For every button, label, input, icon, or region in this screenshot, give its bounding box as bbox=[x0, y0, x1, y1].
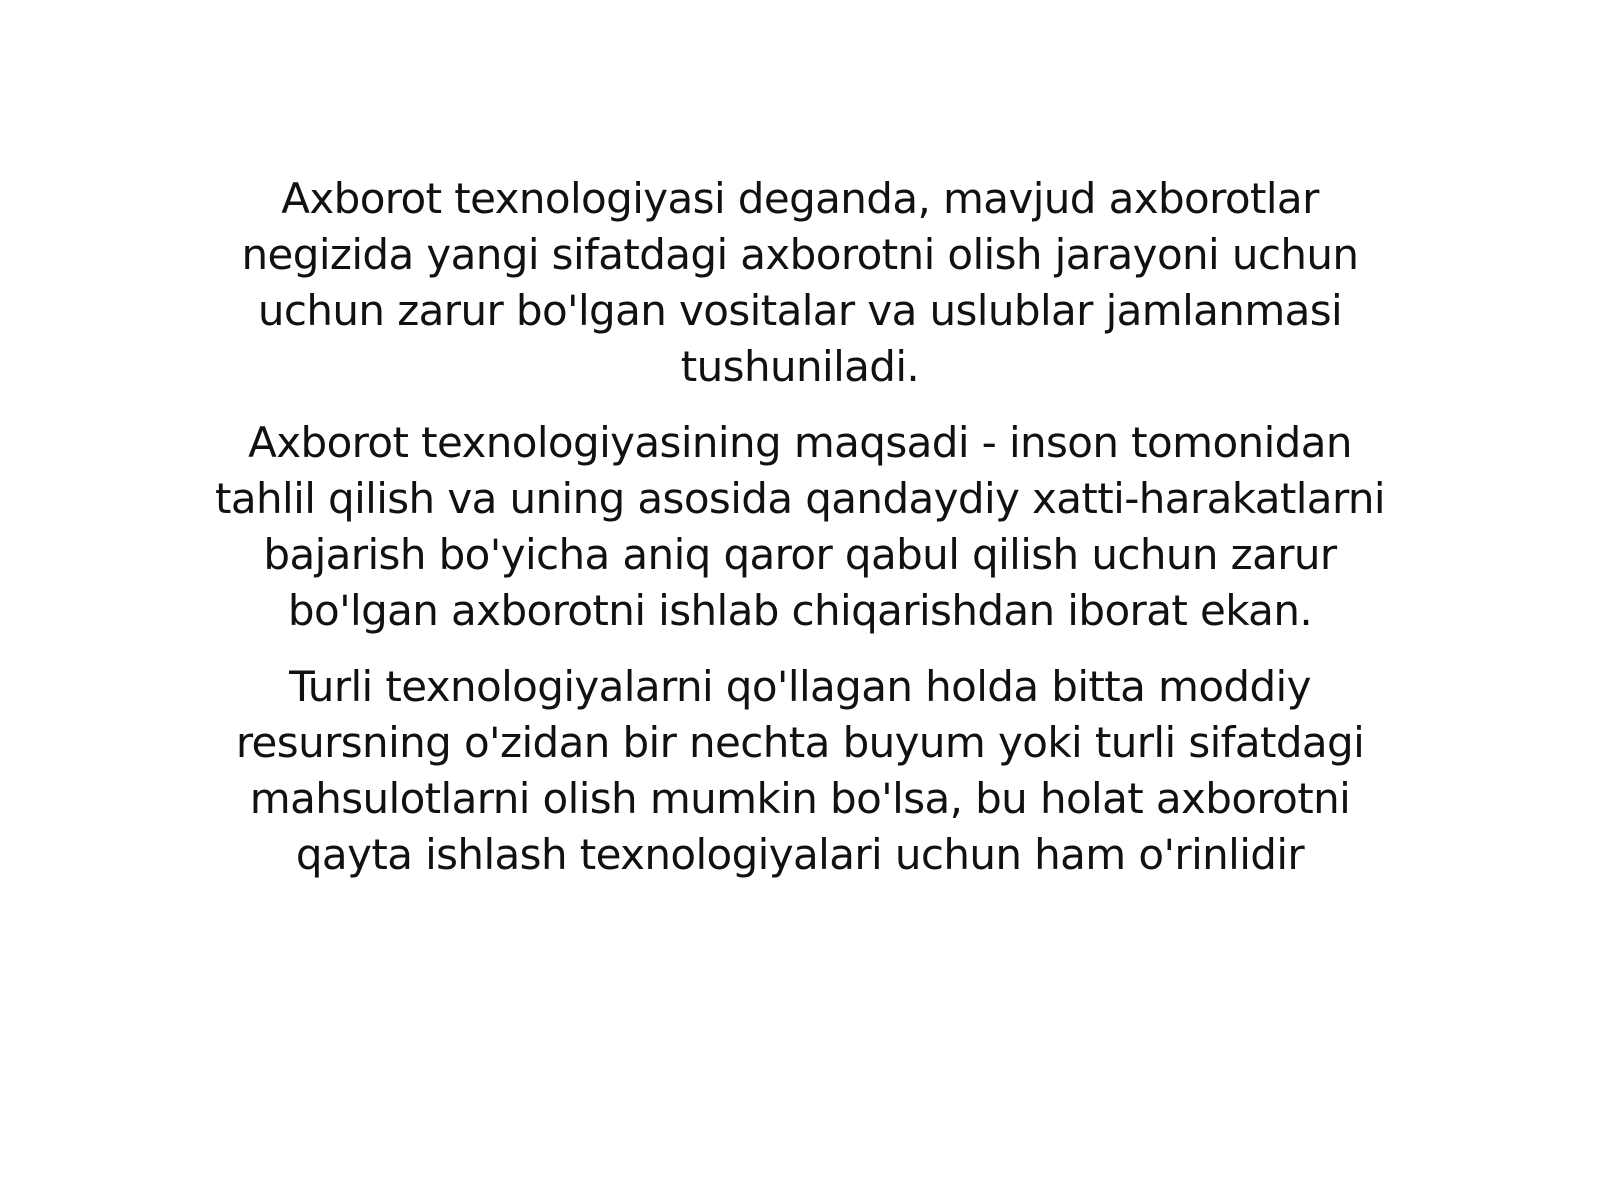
text-line: tahlil qilish va uning asosida qandaydiy xatti-harakatlarni bbox=[215, 474, 1385, 523]
text-line: qayta ishlash texnologiyalari uchun ham o'rinlidir bbox=[295, 830, 1305, 879]
paragraph-purpose bbox=[200, 415, 1400, 639]
paragraph-technologies bbox=[200, 659, 1400, 883]
text-line: uchun zarur bo'lgan vositalar va uslublar jamlanmasi bbox=[257, 286, 1343, 335]
text-line: Turli texnologiyalarni qo'llagan holda bitta moddiy bbox=[289, 662, 1311, 711]
text-line: bajarish bo'yicha aniq qaror qabul qilish uchun zarur bbox=[263, 530, 1337, 579]
paragraph-definition bbox=[200, 171, 1400, 395]
text-line: resursning o'zidan bir nechta buyum yoki turli sifatdagi bbox=[235, 718, 1365, 767]
text-line: mahsulotlarni olish mumkin bo'lsa, bu holat axborotni bbox=[249, 774, 1351, 823]
text-line: bo'lgan axborotni ishlab chiqarishdan iborat ekan. bbox=[287, 586, 1313, 635]
text-line: negizida yangi sifatdagi axborotni olish jarayoni uchun bbox=[241, 230, 1359, 279]
text-line: Axborot texnologiyasining maqsadi - inson tomonidan bbox=[248, 418, 1352, 467]
text-line: tushuniladi. bbox=[680, 342, 920, 391]
slide-text-block bbox=[200, 171, 1400, 903]
text-line: Axborot texnologiyasi deganda, mavjud axborotlar bbox=[281, 174, 1319, 223]
